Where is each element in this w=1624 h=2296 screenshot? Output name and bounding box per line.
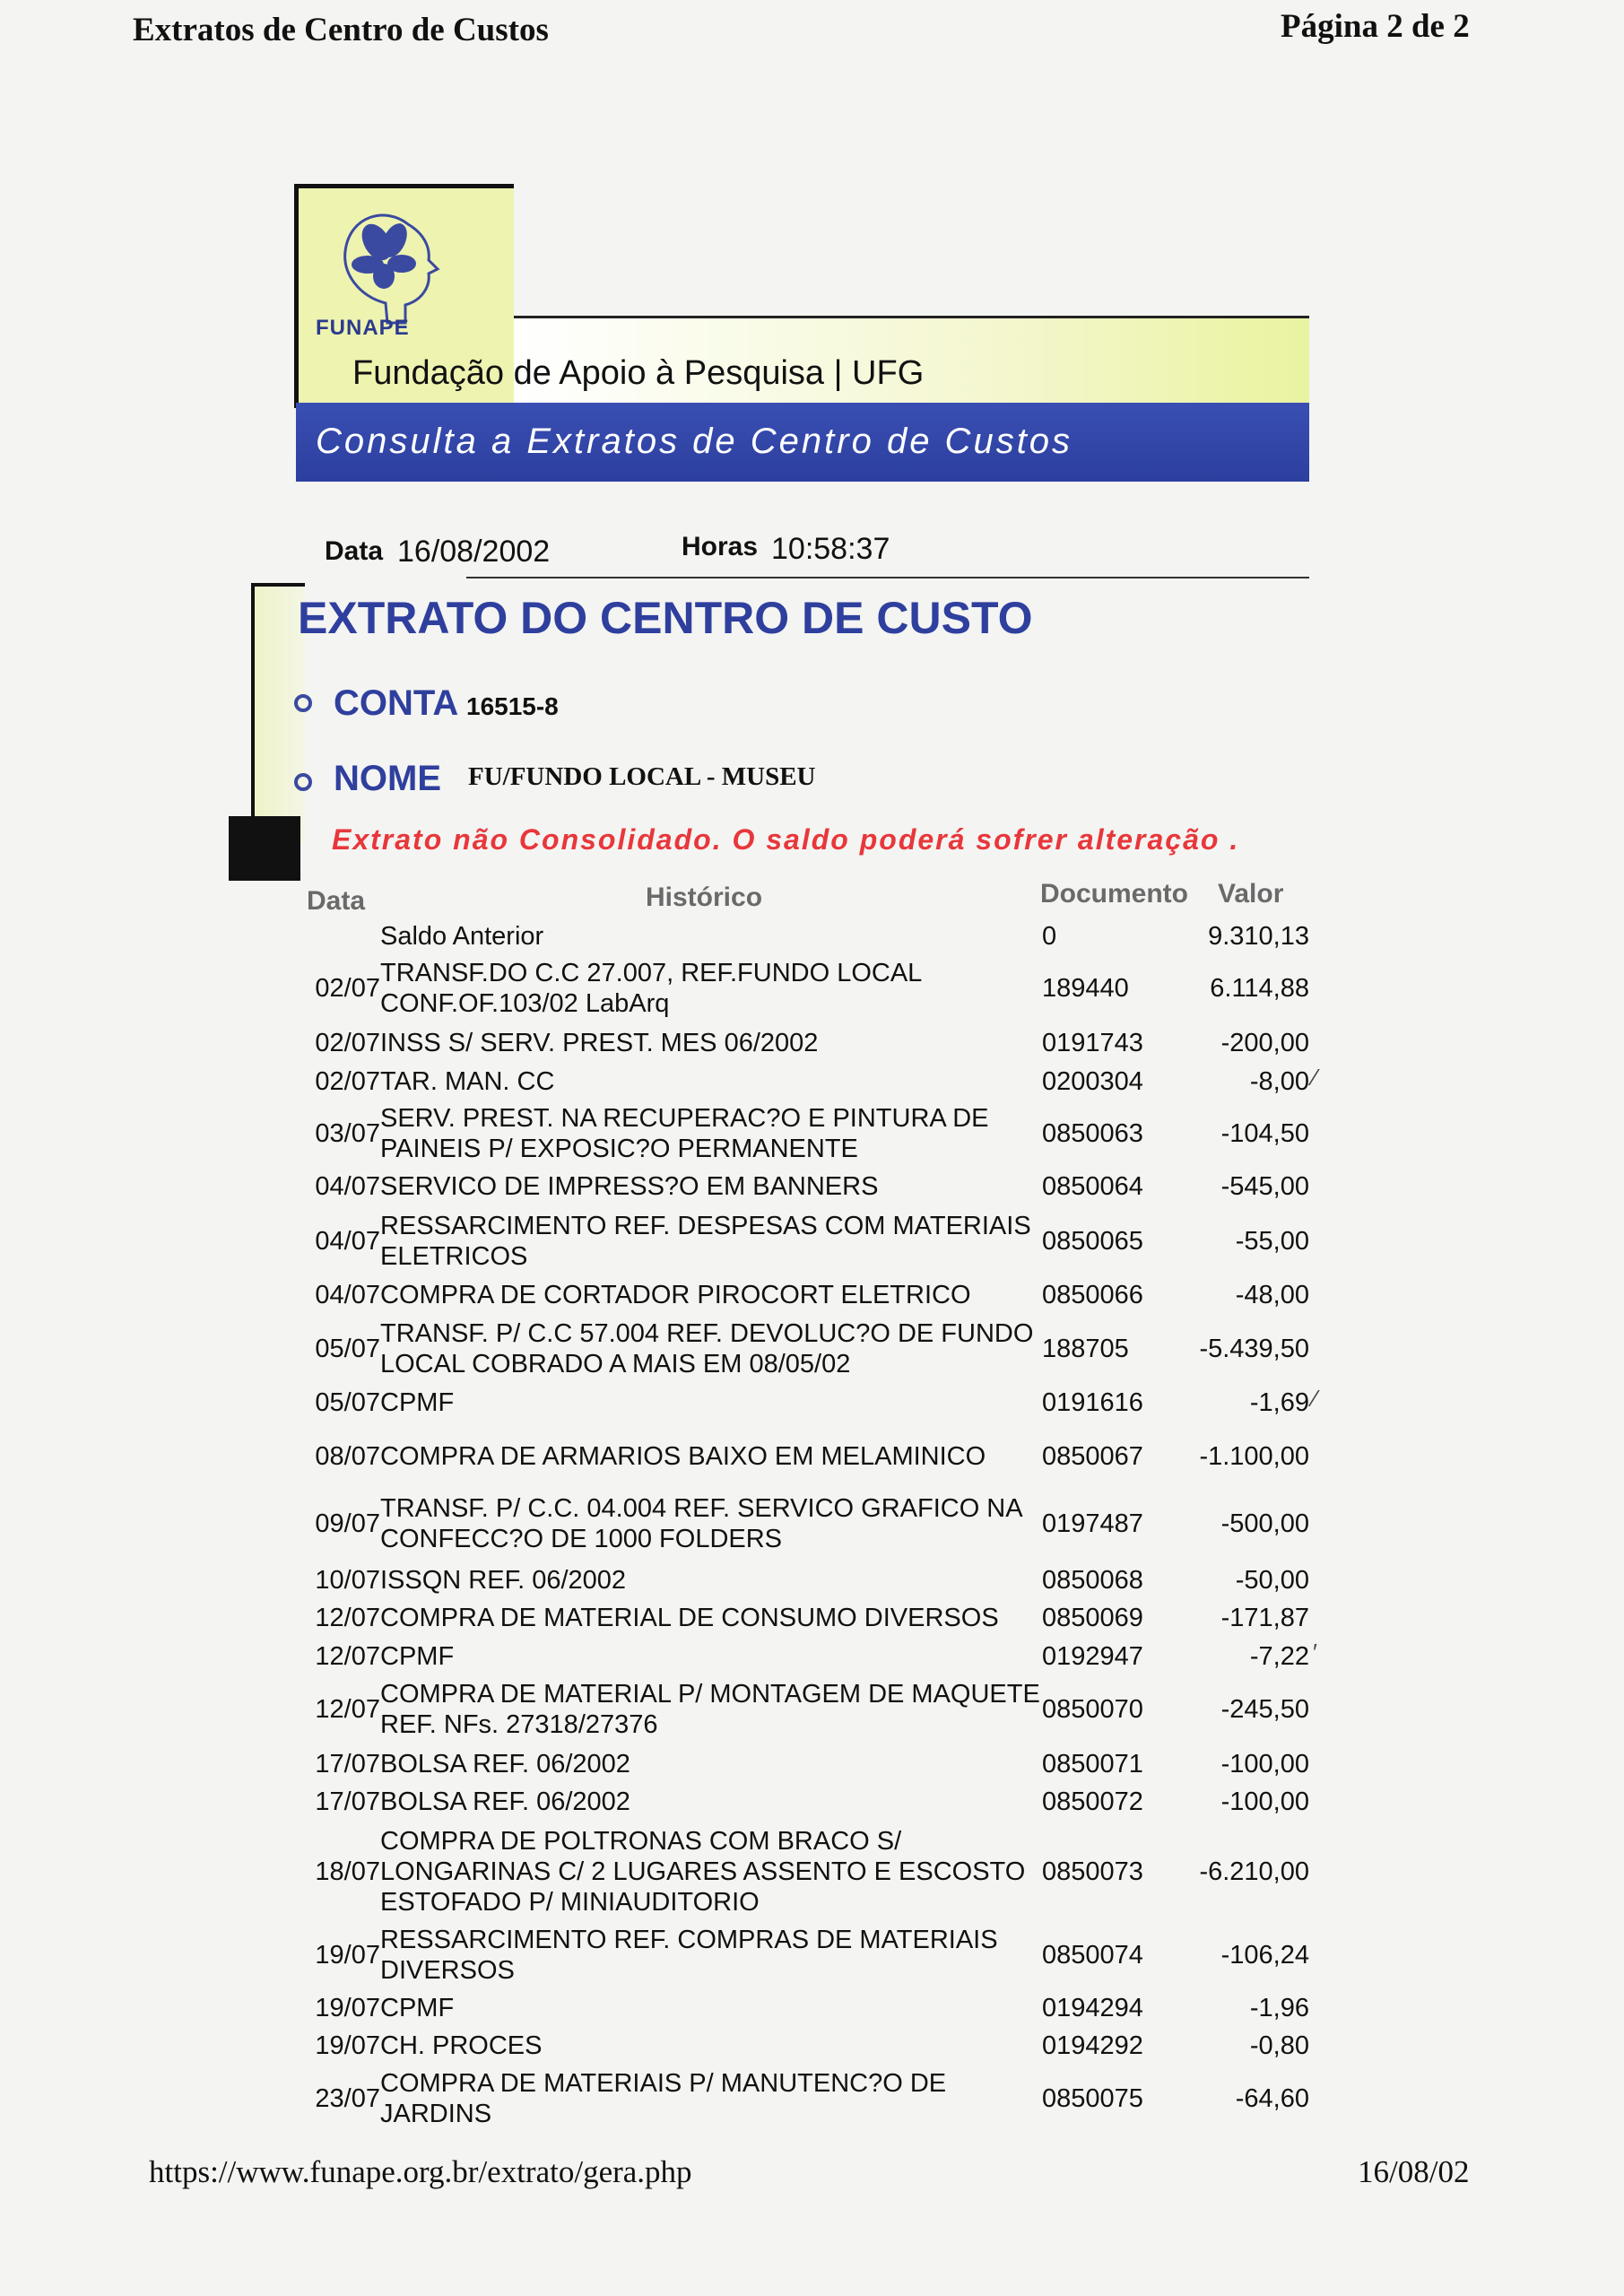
row-historico: RESSARCIMENTO REF. COMPRAS DE MATERIAIS DIVERSOS [380,1926,998,1985]
conta-label: CONTA [334,683,459,723]
row-valor: -500,00 [1220,1509,1309,1538]
row-date: 19/07 [315,2031,380,2060]
row-date: 18/07 [315,1857,380,1886]
organization-name: Fundação de Apoio à Pesquisa | UFG [352,354,925,392]
logo-wordmark: FUNAPE [316,316,410,340]
row-historico: SERV. PREST. NA RECUPERAC?O E PINTURA DE PAINEIS P/ EXPOSIC?O PERMANENTE [380,1104,989,1163]
row-date: 19/07 [315,1941,380,1970]
row-documento: 0192947 [1042,1642,1143,1671]
row-date: 12/07 [315,1695,380,1724]
time-label: Horas [682,532,759,561]
column-header-historico: Histórico [646,883,763,912]
row-valor: -0,80 [1249,2031,1309,2060]
row-documento: 0200304 [1042,1067,1143,1096]
row-date: 12/07 [315,1604,380,1632]
row-date: 23/07 [315,2084,380,2113]
row-date: 10/07 [315,1566,380,1595]
row-valor: -1,69 [1249,1388,1309,1417]
column-header-valor: Valor [1218,879,1284,909]
row-valor: -64,60 [1235,2084,1309,2113]
row-historico: CPMF [380,1642,455,1671]
row-documento: 0850067 [1042,1442,1143,1471]
row-valor: -6.210,00 [1199,1857,1309,1886]
row-documento: 0191743 [1042,1029,1143,1057]
row-historico: COMPRA DE MATERIAL P/ MONTAGEM DE MAQUETE REF. NFs. 27318/27376 [380,1680,1040,1739]
row-historico: Saldo Anterior [380,922,544,951]
extrato-panel [251,583,305,843]
row-historico: SERVICO DE IMPRESS?O EM BANNERS [380,1172,879,1201]
row-documento: 0850075 [1042,2084,1143,2113]
row-historico: CPMF [380,1994,455,2022]
page-number: Página 2 de 2 [1281,8,1470,45]
row-valor: -55,00 [1235,1227,1309,1256]
row-historico: TRANSF. P/ C.C. 04.004 REF. SERVICO GRAFICO NA CONFECC?O DE 1000 FOLDERS [380,1494,1021,1553]
row-valor: 6.114,88 [1210,974,1309,1003]
row-valor: -1,96 [1249,1994,1309,2022]
document-title: Extratos de Centro de Custos [133,12,549,48]
row-documento: 0850064 [1042,1172,1143,1201]
row-documento: 0850068 [1042,1566,1143,1595]
row-date: 09/07 [315,1509,380,1538]
row-documento: 0850063 [1042,1119,1143,1148]
row-valor: -1.100,00 [1199,1442,1309,1471]
row-valor: -100,00 [1220,1750,1309,1779]
row-date: 02/07 [315,974,380,1003]
row-valor: -545,00 [1220,1172,1309,1201]
row-documento: 0850071 [1042,1750,1143,1779]
row-date: 04/07 [315,1281,380,1309]
warning-message: Extrato não Consolidado. O saldo poderá sofrer alteração . [332,823,1240,856]
row-documento: 0850069 [1042,1604,1143,1632]
date-value: 16/08/2002 [397,535,551,569]
column-header-documento: Documento [1040,879,1188,909]
row-documento: 0194294 [1042,1994,1143,2022]
check-mark-icon: ⁄ [1313,1385,1317,1412]
row-documento: 0194292 [1042,2031,1143,2060]
column-header-data: Data [307,886,366,916]
row-valor: -104,50 [1220,1119,1309,1148]
row-documento: 0850074 [1042,1941,1143,1970]
nome-label: NOME [334,759,441,798]
date-label: Data [325,536,384,566]
row-documento: 188705 [1042,1335,1129,1363]
row-documento: 189440 [1042,974,1129,1003]
row-historico: BOLSA REF. 06/2002 [380,1787,630,1816]
extrato-title: EXTRATO DO CENTRO DE CUSTO [298,593,1033,643]
time-value: 10:58:37 [771,532,890,566]
row-valor: -5.439,50 [1199,1335,1309,1363]
row-date: 12/07 [315,1642,380,1671]
row-documento: 0 [1042,922,1057,951]
consulta-title: Consulta a Extratos de Centro de Custos [316,422,1073,461]
row-date: 19/07 [315,1994,380,2022]
panel-corner-marker [229,816,300,881]
row-historico: BOLSA REF. 06/2002 [380,1750,630,1779]
row-documento: 0850065 [1042,1227,1143,1256]
row-date: 08/07 [315,1442,380,1471]
row-valor: -8,00 [1249,1067,1309,1096]
row-valor: -50,00 [1235,1566,1309,1595]
divider [466,577,1309,578]
nome-value: FU/FUNDO LOCAL - MUSEU [468,762,816,791]
row-valor: 9.310,13 [1208,922,1309,951]
row-valor: -200,00 [1220,1029,1309,1057]
row-documento: 0850073 [1042,1857,1143,1886]
footer-date: 16/08/02 [1358,2154,1470,2189]
row-date: 04/07 [315,1227,380,1256]
row-historico: TRANSF.DO C.C 27.007, REF.FUNDO LOCAL CONF.OF.103/02 LabArq [380,959,922,1018]
row-historico: ISSQN REF. 06/2002 [380,1566,627,1595]
row-date: 02/07 [315,1067,380,1096]
row-historico: COMPRA DE MATERIAL DE CONSUMO DIVERSOS [380,1604,999,1632]
row-historico: TAR. MAN. CC [380,1067,555,1096]
row-valor: -48,00 [1235,1281,1309,1309]
row-historico: COMPRA DE ARMARIOS BAIXO EM MELAMINICO [380,1442,986,1471]
row-historico: RESSARCIMENTO REF. DESPESAS COM MATERIAIS ELETRICOS [380,1212,1031,1271]
row-date: 05/07 [315,1388,380,1417]
row-historico: COMPRA DE MATERIAIS P/ MANUTENC?O DE JARDINS [380,2069,947,2128]
row-historico: CPMF [380,1388,455,1417]
check-mark-icon: ′ [1313,1639,1317,1665]
bullet-icon [294,694,312,712]
row-date: 17/07 [315,1750,380,1779]
row-historico: COMPRA DE POLTRONAS COM BRACO S/ LONGARINAS C/ 2 LUGARES ASSENTO E ESCOSTO ESTOFADO P/ MINIAUDITORIO [380,1827,1026,1917]
row-documento: 0191616 [1042,1388,1143,1417]
row-valor: -100,00 [1220,1787,1309,1816]
row-valor: -106,24 [1220,1941,1309,1970]
row-historico: CH. PROCES [380,2031,543,2060]
footer-url: https://www.funape.org.br/extrato/gera.php [149,2154,692,2189]
row-date: 04/07 [315,1172,380,1201]
row-valor: -245,50 [1220,1695,1309,1724]
row-date: 03/07 [315,1119,380,1148]
row-documento: 0197487 [1042,1509,1143,1538]
check-mark-icon: ⁄ [1313,1064,1317,1091]
bullet-icon [294,773,312,791]
row-documento: 0850072 [1042,1787,1143,1816]
row-date: 17/07 [315,1787,380,1816]
row-date: 05/07 [315,1335,380,1363]
row-historico: TRANSF. P/ C.C 57.004 REF. DEVOLUC?O DE FUNDO LOCAL COBRADO A MAIS EM 08/05/02 [380,1319,1034,1378]
row-documento: 0850066 [1042,1281,1143,1309]
row-documento: 0850070 [1042,1695,1143,1724]
row-historico: INSS S/ SERV. PREST. MES 06/2002 [380,1029,819,1057]
row-historico: COMPRA DE CORTADOR PIROCORT ELETRICO [380,1281,971,1309]
conta-value: 16515-8 [466,692,559,720]
row-valor: -7,22 [1249,1642,1309,1671]
row-date: 02/07 [315,1029,380,1057]
row-valor: -171,87 [1220,1604,1309,1632]
